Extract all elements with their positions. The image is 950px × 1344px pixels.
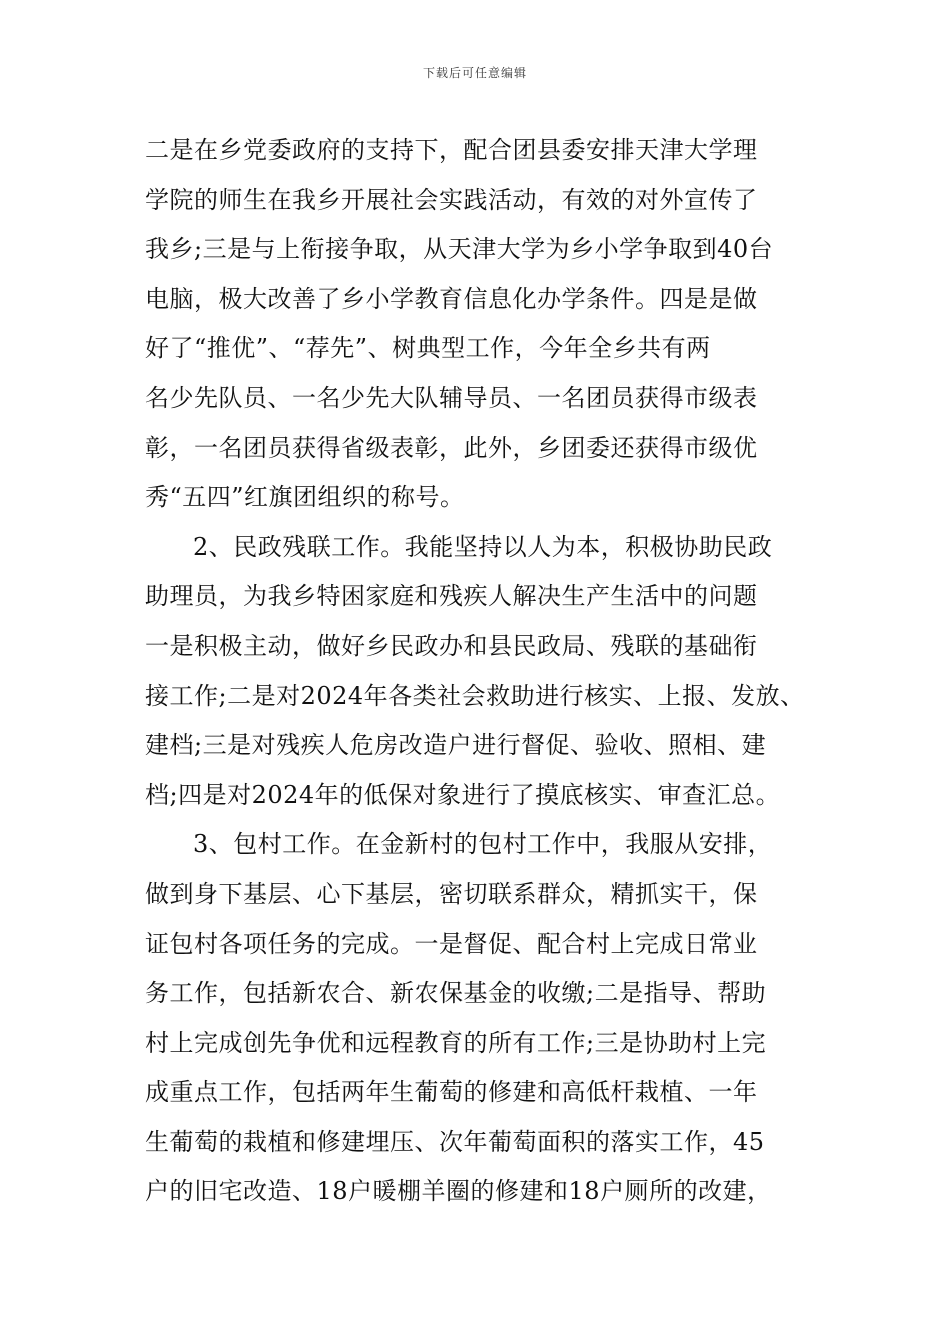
document-body <box>145 126 845 1217</box>
text-line: 电脑，极大改善了乡小学教育信息化办学条件。四是是做 <box>145 284 758 313</box>
text-line: 村上完成创先争优和远程教育的所有工作;三是协助村上完 <box>145 1028 767 1057</box>
text-line: 助理员，为我乡特困家庭和残疾人解决生产生活中的问题 <box>145 582 758 611</box>
text-line: 一是积极主动，做好乡民政办和县民政局、残联的基础衔 <box>145 631 758 660</box>
text-line: 务工作，包括新农合、新农保基金的收缴;二是指导、帮助 <box>145 979 767 1008</box>
text-line: 证包村各项任务的完成。一是督促、配合村上完成日常业 <box>145 929 758 958</box>
text-line: 做到身下基层、心下基层，密切联系群众，精抓实干，保 <box>145 879 758 908</box>
text-line: 二是在乡党委政府的支持下，配合团县委安排天津大学理 <box>145 136 758 164</box>
page-header: 下载后可任意编辑 <box>422 66 527 80</box>
text-line: 档;四是对2024年的低保对象进行了摸底核实、审查汇总。 <box>145 780 781 809</box>
text-line: 彰，一名团员获得省级表彰，此外，乡团委还获得市级优 <box>145 433 758 462</box>
paragraph-heading-line: 2、民政残联工作。我能坚持以人为本，积极协助民政 <box>193 532 773 561</box>
text-line: 学院的师生在我乡开展社会实践活动，有效的对外宣传了 <box>145 185 758 214</box>
text-line: 好了“推优”、“荐先”、树典型工作，今年全乡共有两 <box>145 334 711 363</box>
text-line: 户的旧宅改造、18户暖棚羊圈的修建和18户厕所的改建， <box>145 1177 772 1206</box>
text-line: 生葡萄的栽植和修建埋压、次年葡萄面积的落实工作，45 <box>145 1127 765 1156</box>
text-line: 名少先队员、一名少先大队辅导员、一名团员获得市级表 <box>145 383 758 412</box>
text-line: 我乡;三是与上衔接争取，从天津大学为乡小学争取到40台 <box>145 235 774 264</box>
text-line: 成重点工作，包括两年生葡萄的修建和高低杆栽植、一年 <box>145 1078 758 1107</box>
text-line: 秀“五四”红旗团组织的称号。 <box>145 483 465 512</box>
paragraph-heading-line: 3、包村工作。在金新村的包村工作中，我服从安排， <box>193 830 773 859</box>
text-line: 接工作;二是对2024年各类社会救助进行核实、上报、发放、 <box>145 681 805 710</box>
text-line: 建档;三是对残疾人危房改造户进行督促、验收、照相、建 <box>145 731 767 760</box>
